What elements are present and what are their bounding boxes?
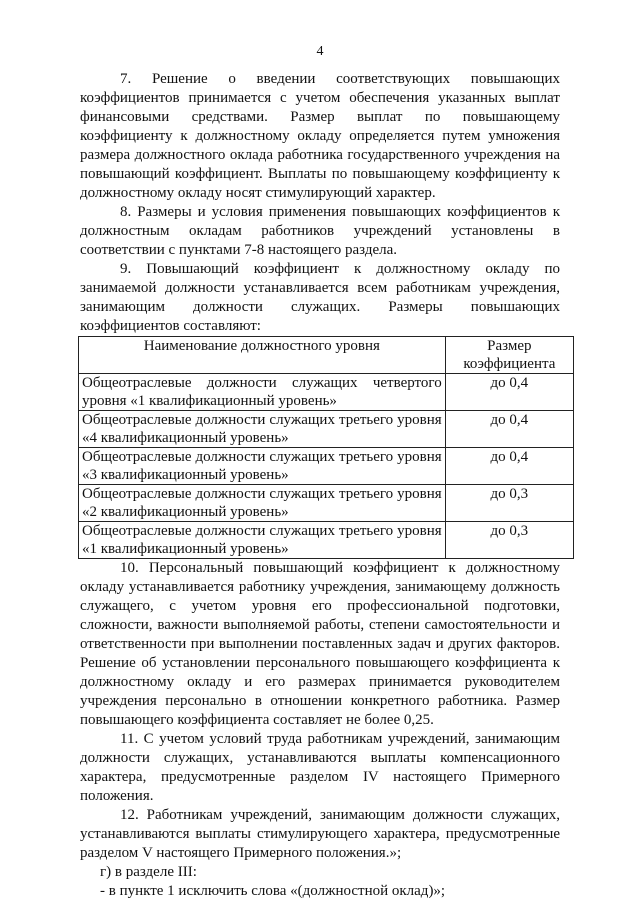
paragraph-10: 10. Персональный повышающий коэффициент к должностному окладу устанавливается работнику учреждения, занимающему должность служащего, с учетом уровня его профессиональной подготовки, сложности, важности выполняемой работы, степени самостоятельности и ответственности при выполнении поставленных задач и других факторов. Решение об установлении персонального повышающего коэффициента к должностному окладу и его размерах принимается руководителем учреждения персонально в отношении конкретного работника. Размер повышающего коэффициента составляет не более 0,25. — [80, 560, 560, 728]
page-number: 4 — [316, 44, 324, 59]
level-cell: Общеотраслевые должности служащих третьего уровня «4 квалификационный уровень» — [79, 411, 446, 448]
table-header-row — [79, 337, 574, 374]
paragraph-8: 8. Размеры и условия применения повышающих коэффициентов к должностным окладам работников учреждений установлены в соответствии с пунктами 7-8 настоящего раздела. — [80, 204, 560, 258]
table-row — [79, 411, 574, 448]
level-cell: Общеотраслевые должности служащих третьего уровня «1 квалификационный уровень» — [79, 522, 446, 559]
paragraph-11: 11. С учетом условий труда работникам учреждений, занимающим должности служащих, устанавливаются выплаты компенсационного характера, предусмотренные разделом IV настоящего Примерного положения. — [80, 731, 560, 804]
level-cell: Общеотраслевые должности служащих третьего уровня «2 квалификационный уровень» — [79, 485, 446, 522]
coefficient-cell: до 0,4 — [445, 411, 573, 448]
table-row — [79, 485, 574, 522]
header-level-name: Наименование должностного уровня — [79, 337, 446, 374]
paragraph-12: 12. Работникам учреждений, занимающим должности служащих, устанавливаются выплаты стимулирующего характера, предусмотренные разделом V настоящего Примерного положения.»; — [80, 807, 560, 861]
subsection-g: г) в разделе III: — [100, 864, 197, 880]
table-row — [79, 448, 574, 485]
coefficient-cell: до 0,3 — [445, 485, 573, 522]
level-cell: Общеотраслевые должности служащих четвертого уровня «1 квалификационный уровень» — [79, 374, 446, 411]
table-row — [79, 522, 574, 559]
coefficient-cell: до 0,4 — [445, 374, 573, 411]
paragraph-7: 7. Решение о введении соответствующих повышающих коэффициентов принимается с учетом обеспечения указанных выплат финансовыми средствами. Размер выплат по повышающему коэффициенту к должностному окладу определяется путем умножения размера должностного оклада работника государственного учреждения на повышающий коэффициент. Выплаты по повышающему коэффициенту к должностному окладу носят стимулирующий характер. — [80, 71, 560, 201]
amendment-item: - в пункте 1 исключить слова «(должностной оклад)»; — [100, 883, 446, 899]
header-coefficient: Размер коэффициента — [445, 337, 573, 374]
document-body — [80, 70, 560, 901]
table-row — [79, 374, 574, 411]
coefficient-cell: до 0,4 — [445, 448, 573, 485]
coefficient-cell: до 0,3 — [445, 522, 573, 559]
coefficient-table — [78, 336, 574, 559]
paragraph-9: 9. Повышающий коэффициент к должностному окладу по занимаемой должности устанавливается всем работникам учреждения, занимающим должности служащих. Размеры повышающих коэффициентов составляют: — [80, 261, 560, 334]
level-cell: Общеотраслевые должности служащих третьего уровня «3 квалификационный уровень» — [79, 448, 446, 485]
